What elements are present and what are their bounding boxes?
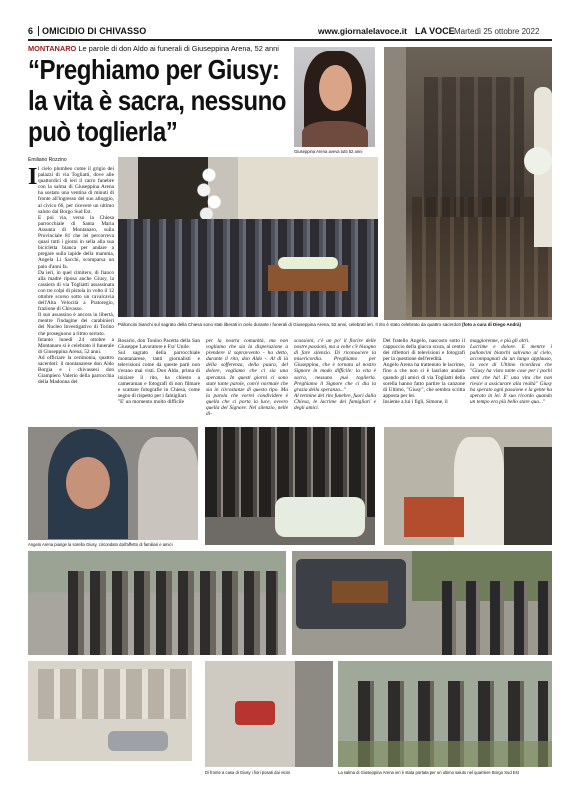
church-wall bbox=[238, 157, 378, 227]
section-title: OMICIDIO DI CHIVASSO bbox=[42, 26, 147, 36]
article-column-3: per la nostra comunità, ma non vogliamo che sia la disperazione a prendere il sopravvento - ha detto, durante il rito, don Aldo -. Al di là della sofferenza, della paura, del dolore, vogliamo che ci sia una speranza. In questi giorni ci sono state tante parole, com'è normale che sia in circostanze di questo tipo. Ma la parola che vorrei condividere è quella che ci porta la luce, ovvero quella del Signore. Nel silenzio, nelle di- bbox=[206, 338, 288, 418]
article-title bbox=[28, 54, 286, 147]
coffin-wreath bbox=[275, 497, 365, 537]
lawn bbox=[338, 741, 552, 767]
portrait-caption: Giuseppina Arena aveva tutti 52 anni bbox=[294, 149, 363, 154]
header-divider bbox=[38, 26, 39, 36]
parked-car bbox=[108, 731, 168, 751]
priest-blessing-photo bbox=[384, 427, 552, 545]
article-kicker: MONTANARO bbox=[28, 44, 77, 53]
angelo-caption: Angelo Arena piange la sorella Giusy, circondato dall'affetto di familiari e amici bbox=[28, 542, 173, 547]
hearse-photo bbox=[292, 551, 552, 655]
house-caption: Di fronte a casa di Giusy i fiori posati dai vicini bbox=[205, 770, 291, 775]
house-flowers-photo bbox=[205, 661, 333, 767]
coffin-bearers-photo bbox=[338, 661, 552, 767]
church-caption-text: Palloncini bianchi sul sagrato della Chiesa sono stati liberati in cielo durante i funerali di Giuseppina Arena, 52 anni, celebrati ieri. Il rito è stato celebrato da quattro sacerdoti bbox=[118, 322, 461, 327]
page-header bbox=[28, 25, 552, 39]
coffin-flowers-2 bbox=[404, 497, 464, 537]
church-pillar bbox=[384, 47, 406, 320]
hearse-coffin bbox=[332, 581, 388, 603]
article-byline: Emiliano Rozzino bbox=[28, 157, 67, 163]
portrait-photo bbox=[294, 47, 375, 147]
mourner-right bbox=[138, 437, 198, 540]
street-people bbox=[68, 571, 278, 655]
hearse-caption: La salma di Giuseppina Arena ieri è stata portata per un ultimo saluto nel quartiere Borgo Sud Est bbox=[338, 770, 519, 775]
article-column-5: Del fratello Angelo, nascosto sotto il cappuccio della giacca scura, al centro dei riflettori di televisioni e fotografi per la questione dell'eredità. Angelo Arena ha trattenuto le lacrime, fino a che non si è lasciato andare quando gli amici di via Togliatti della sorella hanno fatto partire la canzone di Ultimo, "Giusy", che sembra scritta apposta per lei. Insieme a lui i figli, Simone, il bbox=[383, 338, 465, 405]
street-crowd-photo bbox=[28, 551, 286, 655]
article-column-6: maggiorenne, e più gli altri. Lacrime e dolore. E mentre i palloncini bianchi salivano al cielo, accompagnati da un lungo applauso, la voce di Ultimo ricordava che "Giusy ha visto tante cose per i pochi anni che ha! E' una vita che non riesce a assicurare alla realtà" Giusy ha sperato ogni passione e la gente ha sperato in lei. Il suo ricordo quando un tempo era più bello stare qua..." bbox=[470, 338, 552, 405]
mourners-coffin-photo bbox=[205, 427, 375, 545]
flowers-coffin bbox=[524, 147, 552, 175]
paper-name: LA VOCE bbox=[415, 26, 455, 36]
page-number: 6 bbox=[28, 26, 34, 36]
title-line-3: può toglierla” bbox=[28, 116, 178, 147]
coffin-flowers bbox=[278, 257, 338, 269]
mourners-group bbox=[424, 77, 524, 217]
article-column-2: Rosario, don Tonino Pacetta della San Giuseppe Lavoratore e Fra' Unile. Sul sagrato della parrocchiale montanarese, tanti giornalisti e televisioni come da queste parti non s'erano mai visti. Don Aldo, prima di iniziare il rito, ha chiesto a cameraman e fotografi di non filmare e scattare fotografie in Chiesa, come segno di rispetto per i famigliari. "E' un momento molto difficile bbox=[118, 338, 200, 405]
mourner-dark bbox=[504, 447, 552, 545]
portrait-face bbox=[319, 65, 352, 111]
article-subhead: Le parole di don Aldo ai funerali di Giuseppina Arena, 52 anni bbox=[78, 44, 279, 53]
apartment-building-photo bbox=[28, 661, 192, 761]
header-rule bbox=[28, 39, 552, 41]
title-line-1: “Preghiamo per Giusy: bbox=[28, 54, 280, 85]
website-link[interactable]: www.giornalelavoce.it bbox=[318, 26, 407, 36]
article-column-1: l cielo plumbeo come il grigio dei palazzi di via Togliatti, dove alle quattordici di ieri il carro funebre con la salma di Giuseppina Arena ha sostato una ventina di minuti di fronte all'ingresso del suo alloggio, al civico 66, per ricevere un ultimo saluto dal Borgo Sud Est. E poi via, verso la Chiesa parrocchiale di Santa Maria Assunta di Montanaro, sulla Provinciale 81 che lei percorreva quasi tutti i giorni in sella alla sua bicicletta bianca per andare a pregare sulla lapide della mamma, Angela Li Sacchi, scomparsa un paio d'anni fa. Da ieri, in quel cimitero, di fianco alla madre riposa anche Giusy, la cassiera di via Togliatti assassinata con tre colpi di pistola in volto il 12 ottobre scorso sotto un cavalcavia dell'Alta Velocità a Pratoregio, frazione di Chivasso. Il suo assassino è ancora in libertà, mentre l'indagine dei carabinieri del Nucleo Investigativo di Torino che proseguono a ritmo serrato. Intanto lunedì 24 ottobre a Montanaro si è celebrato il funerale di Giuseppina Arena, 52 anni. Ad officiare la cerimonia, quattro sacerdoti: il montanarese don Aldo Borgia e i chivassesi don Giampiero Valerio della parrocchia della Madonna del bbox=[38, 166, 114, 386]
church-interior-photo bbox=[384, 47, 552, 320]
article-column-4: scussioni, c'è un po' il fiorire delle nostre passioni, ma a volte c'è bisogno di fare silenzio. Di riconoscere la misericordia. Preghiamo per Giuseppina, che è tornata al nostro Signore in modo difficile: la vita è sacra, nessuno può toglierla. Preghiamo il Signore che ci dia la grazia della speranza..." Al termine del rito funebre, fuori dalla Chiesa, le lacrime dei famigliari e degli amici. bbox=[294, 338, 376, 412]
onlookers bbox=[442, 581, 552, 655]
shutter bbox=[295, 661, 333, 767]
church-caption-credit: (foto a cura di Diego Andrà) bbox=[461, 322, 522, 327]
angelo-face bbox=[66, 457, 110, 509]
drop-cap: I bbox=[28, 164, 38, 190]
church-facade-photo bbox=[118, 157, 378, 317]
angelo-crying-photo bbox=[28, 427, 198, 540]
white-balloons bbox=[196, 163, 222, 223]
window-flowers bbox=[235, 701, 275, 725]
article-kicker-line bbox=[28, 44, 308, 53]
issue-date: Martedì 25 ottobre 2022 bbox=[454, 27, 540, 36]
title-line-2: la vita è sacra, nessuno bbox=[28, 85, 286, 116]
building-windows bbox=[38, 669, 188, 719]
church-caption bbox=[118, 322, 552, 327]
portrait-shoulders bbox=[302, 121, 368, 147]
